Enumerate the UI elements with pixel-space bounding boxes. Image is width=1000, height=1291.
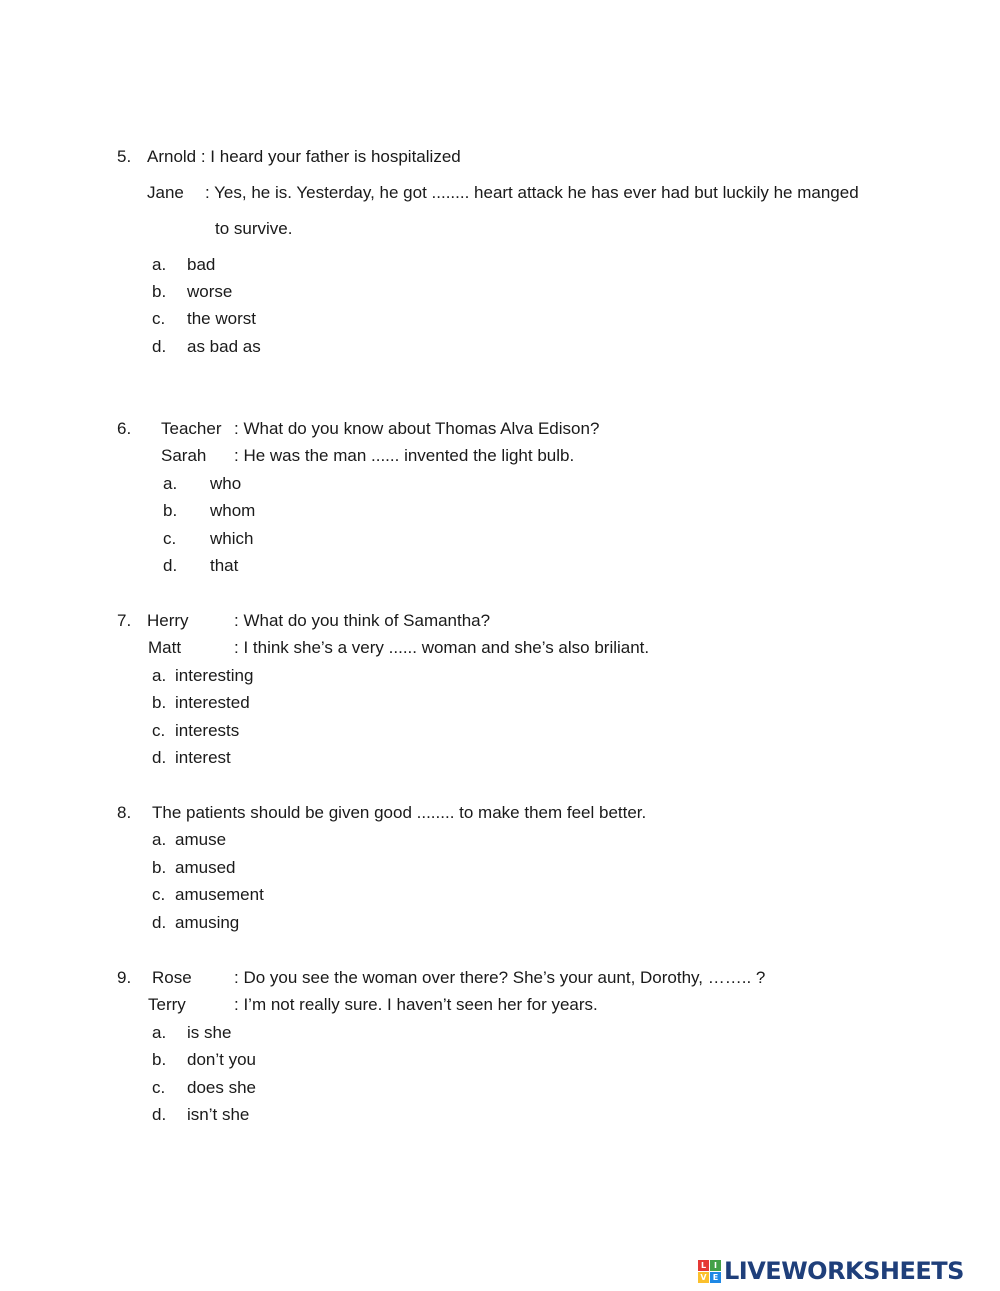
q9-speaker1: Rose bbox=[152, 968, 192, 987]
q7-option-text: interests bbox=[175, 721, 240, 740]
q6-option-text: who bbox=[210, 474, 242, 493]
q5-option-text: as bad as bbox=[187, 337, 261, 356]
q6-line1: : What do you know about Thomas Alva Edison? bbox=[234, 419, 600, 438]
q5-line2: : Yes, he is. Yesterday, he got ........ heart attack he has ever had but luckily he manged bbox=[205, 183, 859, 202]
q7-option-letter: d. bbox=[152, 748, 167, 767]
liveworksheets-logo bbox=[698, 1256, 964, 1286]
q9-option-text: don’t you bbox=[187, 1050, 256, 1069]
q9-option-letter: c. bbox=[152, 1078, 166, 1097]
q7-line1: : What do you think of Samantha? bbox=[234, 611, 491, 630]
q8-option-letter: d. bbox=[152, 913, 167, 932]
q9-line2: : I’m not really sure. I haven’t seen her for years. bbox=[234, 995, 598, 1014]
q7-speaker2: Matt bbox=[148, 638, 182, 657]
q9-speaker2: Terry bbox=[148, 995, 186, 1014]
q5-option-text: the worst bbox=[187, 309, 256, 328]
q7-option-letter: b. bbox=[152, 693, 167, 712]
logo-text: LIVEWORKSHEETS bbox=[724, 1257, 964, 1285]
q7-option-text: interested bbox=[175, 693, 250, 712]
q5-line2-cont: to survive. bbox=[215, 219, 293, 238]
q7-option-letter: a. bbox=[152, 666, 167, 685]
q5-number: 5. bbox=[117, 147, 132, 166]
q6-option-letter: a. bbox=[163, 474, 178, 493]
q8-option-letter: b. bbox=[152, 858, 167, 877]
q5-option-text: worse bbox=[187, 282, 233, 301]
q6-option-text: whom bbox=[210, 501, 256, 520]
q8-number: 8. bbox=[117, 803, 132, 822]
q5-speaker2: Jane bbox=[147, 183, 184, 202]
q7-number: 7. bbox=[117, 611, 132, 630]
q7-speaker1: Herry bbox=[147, 611, 189, 630]
q9-option-letter: b. bbox=[152, 1050, 167, 1069]
q6-number: 6. bbox=[117, 419, 132, 438]
q6-option-text: which bbox=[210, 529, 254, 548]
q5-option-letter: c. bbox=[152, 309, 166, 328]
logo-block: V bbox=[698, 1272, 709, 1283]
q9-option-letter: a. bbox=[152, 1023, 167, 1042]
q5-option-text: bad bbox=[187, 255, 216, 274]
q5-option-letter: d. bbox=[152, 337, 167, 356]
q6-option-letter: b. bbox=[163, 501, 178, 520]
logo-block: I bbox=[710, 1260, 721, 1271]
q8-option-text: amused bbox=[175, 858, 236, 877]
q6-option-letter: d. bbox=[163, 556, 178, 575]
q9-option-text: does she bbox=[187, 1078, 256, 1097]
q9-option-text: isn’t she bbox=[187, 1105, 250, 1124]
q6-line2: : He was the man ...... invented the light bulb. bbox=[234, 446, 575, 465]
q9-option-letter: d. bbox=[152, 1105, 167, 1124]
q7-option-text: interesting bbox=[175, 666, 254, 685]
q8-option-text: amusement bbox=[175, 885, 264, 904]
q7-line2: : I think she’s a very ...... woman and she’s also briliant. bbox=[234, 638, 650, 657]
q8-option-letter: a. bbox=[152, 830, 167, 849]
logo-blocks-icon bbox=[698, 1260, 721, 1283]
q6-option-letter: c. bbox=[163, 529, 177, 548]
q6-speaker1: Teacher bbox=[161, 419, 222, 438]
q7-option-text: interest bbox=[175, 748, 231, 767]
q8-option-letter: c. bbox=[152, 885, 166, 904]
q8-option-text: amuse bbox=[175, 830, 227, 849]
q9-number: 9. bbox=[117, 968, 132, 987]
q8-line1: The patients should be given good ........ to make them feel better. bbox=[152, 803, 647, 822]
logo-block: E bbox=[710, 1272, 721, 1283]
q5-option-letter: b. bbox=[152, 282, 167, 301]
q7-option-letter: c. bbox=[152, 721, 166, 740]
q8-option-text: amusing bbox=[175, 913, 240, 932]
logo-block: L bbox=[698, 1260, 709, 1271]
q5-line1: Arnold : I heard your father is hospitalized bbox=[147, 147, 461, 166]
q6-speaker2: Sarah bbox=[161, 446, 207, 465]
q6-option-text: that bbox=[210, 556, 239, 575]
q9-option-text: is she bbox=[187, 1023, 232, 1042]
q5-option-letter: a. bbox=[152, 255, 167, 274]
q9-line1: : Do you see the woman over there? She’s your aunt, Dorothy, …….. ? bbox=[234, 968, 766, 987]
